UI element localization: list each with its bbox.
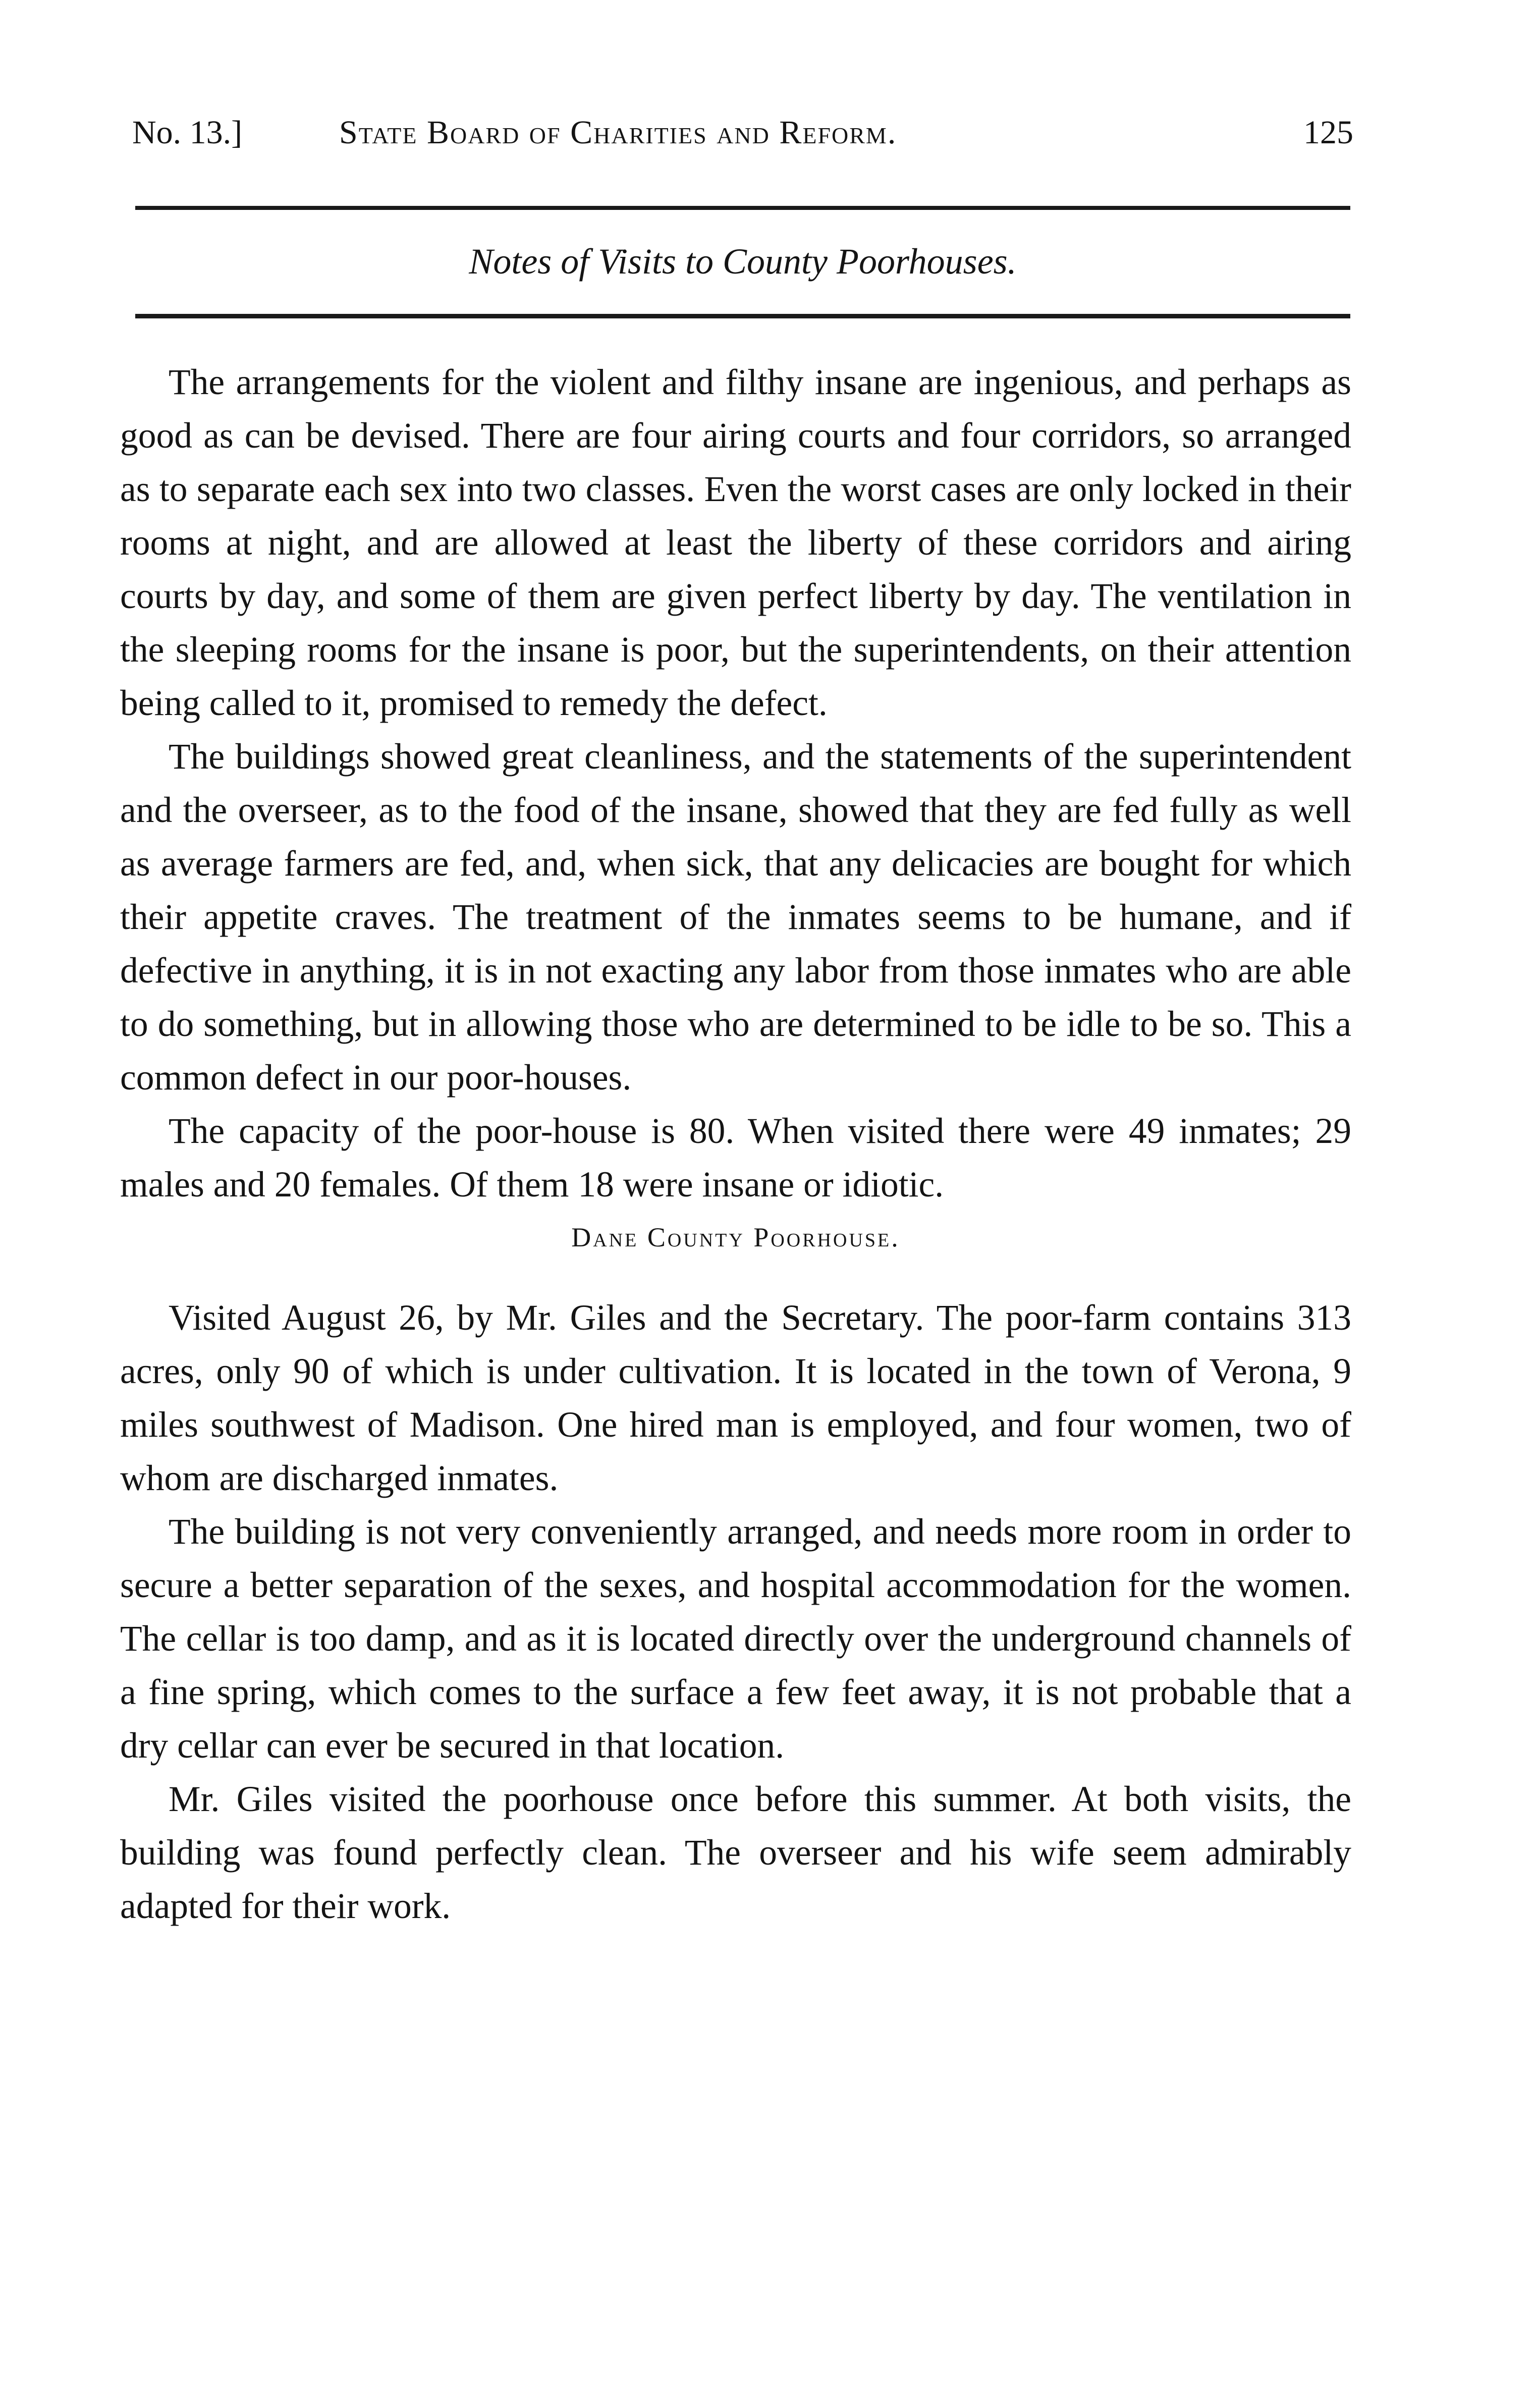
paragraph: Visited August 26, by Mr. Giles and the Secretary. The poor-farm contains 313 acres, only 90 of which is under cultivation. It is located in the town of Verona, 9 miles southwest of Madison. One hired man is employed, and four women, two of whom are discharged inmates. — [120, 1298, 1351, 1498]
paragraph: The building is not very conveniently arranged, and needs more room in order to secure a better separation of the sexes, and hospital accommodation for the women. The cellar is too damp, and as it is located directly over the underground channels of a fine spring, which comes to the surface a few feet away, it is not probable that a dry cellar can ever be secured in that location. — [120, 1512, 1351, 1766]
section-heading: Notes of Visits to County Poorhouses. — [469, 241, 1017, 282]
running-title: State Board of Charities and Reform. — [339, 114, 897, 151]
page-number: 125 — [1303, 114, 1353, 151]
bottom-rule — [135, 314, 1350, 318]
document-number: No. 13.] — [132, 114, 243, 151]
paragraph: The buildings showed great cleanliness, and the statements of the superintendent and the overseer, as to the food of the insane, showed that they are fed fully as well as average farmers are fed, and, when sick, that any delicacies are bought for which their appetite craves. The treatment of the inmates seems to be humane, and if defective in anything, it is in not exacting any labor from those inmates who are able to do something, but in allowing those who are determined to be idle to be so. This a common defect in our poor-houses. — [120, 737, 1351, 1098]
top-rule — [135, 206, 1350, 210]
paragraph: The capacity of the poor-house is 80. When visited there were 49 inmates; 29 males and 20 females. Of them 18 were insane or idiotic. — [120, 1111, 1351, 1205]
paragraph: Mr. Giles visited the poorhouse once before this summer. At both visits, the building was found perfectly clean. The overseer and his wife seem admirably adapted for their work. — [120, 1779, 1351, 1926]
body-text — [120, 356, 1351, 1933]
paragraph: The arrangements for the violent and filthy insane are ingenious, and perhaps as good as can be devised. There are four airing courts and four corridors, so arranged as to separate each sex into two classes. Even the worst cases are only locked in their rooms at night, and are allowed at least the liberty of these corridors and airing courts by day, and some of them are given perfect liberty by day. The ventilation in the sleeping rooms for the insane is poor, but the superintendents, on their attention being called to it, promised to remedy the defect. — [120, 362, 1351, 723]
subheading: Dane County Poorhouse. — [571, 1222, 900, 1252]
running-head — [132, 110, 1353, 155]
